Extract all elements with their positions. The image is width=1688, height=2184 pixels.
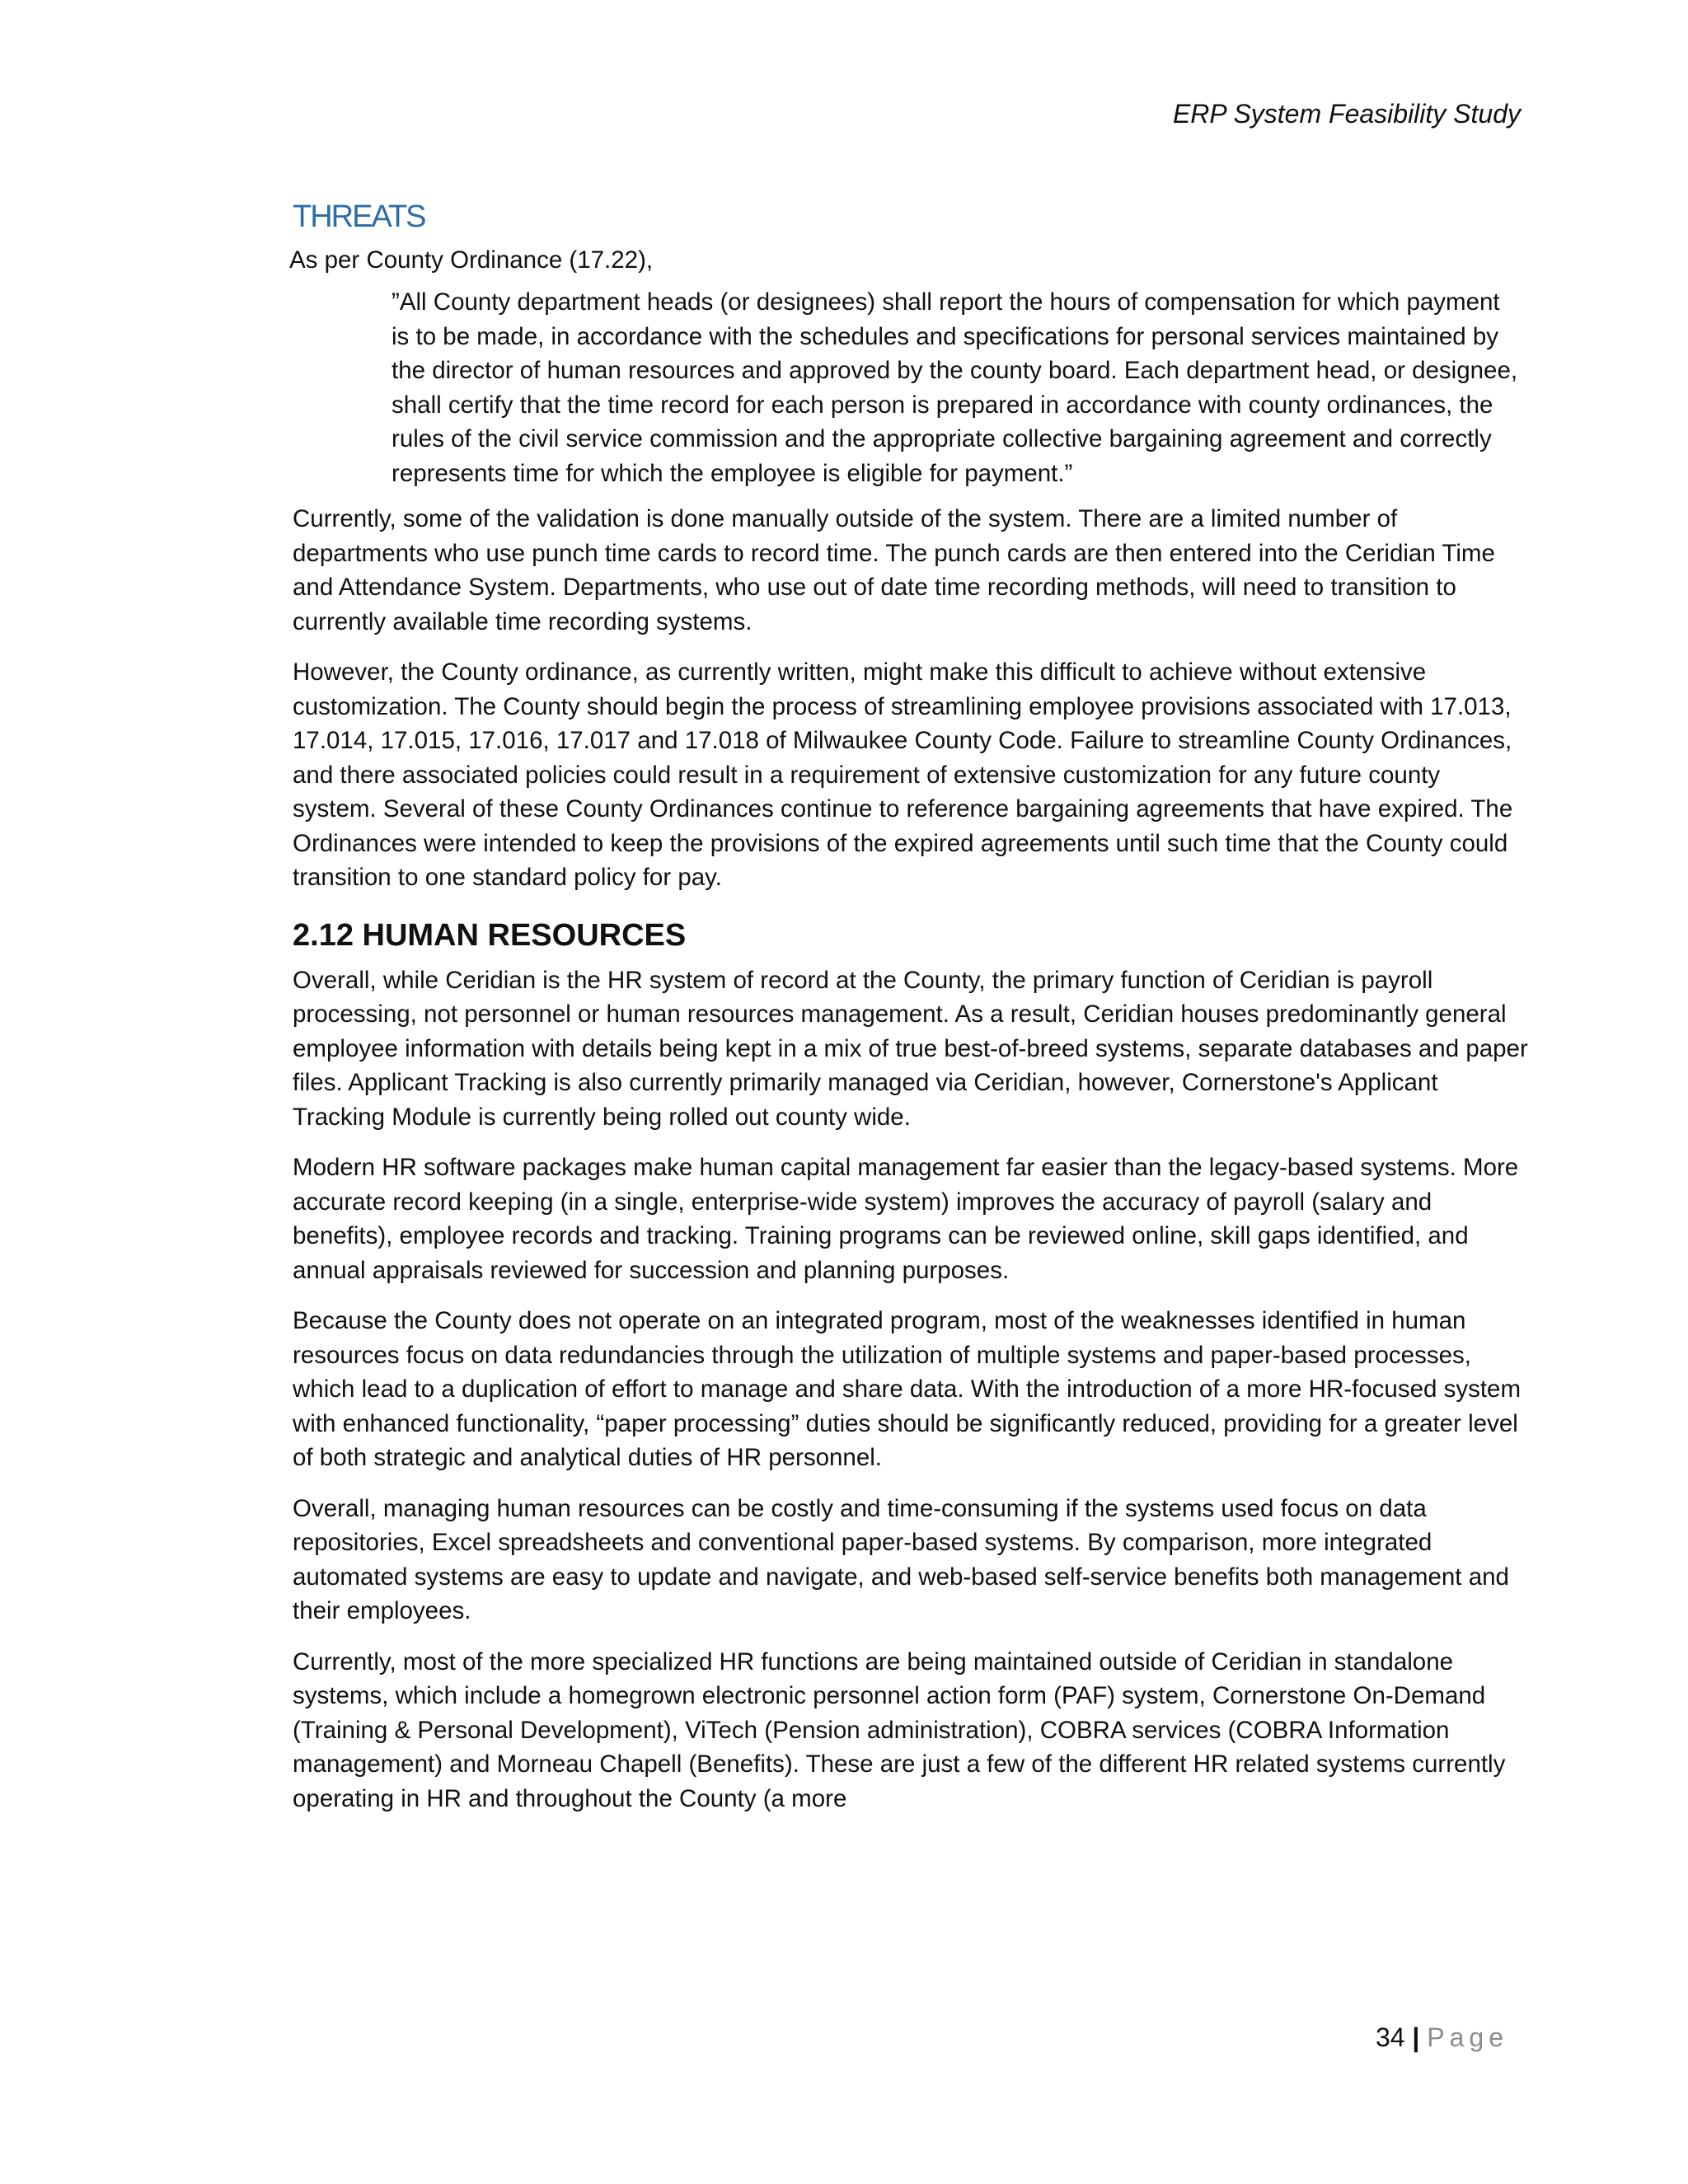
hr-paragraph-5: Currently, most of the more specialized HR functions are being maintained outside of Ceridian in standalone systems, which include a homegrown electronic personnel action form (PAF) system, Cornerstone On-Demand (Training & Personal Development), ViTech (Pension administration), COBRA services (COBRA Information management) and Morneau Chapell (Benefits). These are just a few of the different HR related systems currently operating in HR and throughout the County (a more bbox=[293, 1647, 1506, 1812]
page-number: 34 bbox=[1375, 2022, 1405, 2052]
human-resources-heading: 2.12 HUMAN RESOURCES bbox=[293, 917, 687, 953]
ordinance-quote: ”All County department heads (or designees) shall report the hours of compensation for which payment is to be made, in accordance with the schedules and specifications for personal services maintained by the director of human resources and approved by the county board. Each department head, or designee, shall certify that the time record for each person is prepared in accordance with county ordinances, the rules of the civil service commission and the appropriate collective bargaining agreement and correctly represents time for which the employee is eligible for payment.” bbox=[392, 288, 1518, 487]
hr-paragraph-1: Overall, while Ceridian is the HR system of record at the County, the primary function of Ceridian is payroll processing, not personnel or human resources management. As a result, Ceridian houses predominantly general employee information with details being kept in a mix of true best-of-breed systems, separate databases and paper files. Applicant Tracking is also currently primarily managed via Ceridian, however, Cornerstone's Applicant Tracking Module is currently being rolled out county wide. bbox=[293, 966, 1528, 1131]
document-header-title: ERP System Feasibility Study bbox=[1172, 99, 1521, 129]
hr-paragraph-3: Because the County does not operate on an integrated program, most of the weaknesses identified in human resources focus on data redundancies through the utilization of multiple systems and paper-based processes, which lead to a duplication of effort to manage and share data. With the introduction of a more HR-focused system with enhanced functionality, “paper processing” duties should be significantly reduced, providing for a greater level of both strategic and analytical duties of HR personnel. bbox=[293, 1307, 1522, 1471]
hr-paragraph-4: Overall, managing human resources can be costly and time-consuming if the systems used focus on data repositories, Excel spreadsheets and conventional paper-based systems. By comparison, more integrated automated systems are easy to update and navigate, and web-based self-service benefits both management and their employees. bbox=[293, 1494, 1509, 1624]
hr-paragraph-2: Modern HR software packages make human capital management far easier than the legacy-based systems. More accurate record keeping (in a single, enterprise-wide system) improves the accuracy of payroll (salary and benefits), employee records and tracking. Training programs can be reviewed online, skill gaps identified, and annual appraisals reviewed for succession and planning purposes. bbox=[293, 1154, 1519, 1284]
threats-intro: As per County Ordinance (17.22), bbox=[289, 246, 654, 274]
page-content bbox=[289, 199, 1529, 1832]
threats-paragraph-2: However, the County ordinance, as currently written, might make this difficult to achieve without extensive customization. The County should begin the process of streamlining employee provisions associated with 17.013, 17.014, 17.015, 17.016, 17.017 and 17.018 of Milwaukee County Code. Failure to streamline County Ordinances, and there associated policies could result in a requirement of extensive customization for any future county system. Several of these County Ordinances continue to reference bargaining agreements that have expired. The Ordinances were intended to keep the provisions of the expired agreements until such time that the County could transition to one standard policy for pay. bbox=[293, 658, 1513, 891]
page-footer bbox=[1376, 2022, 1508, 2053]
page-label: Page bbox=[1427, 2022, 1508, 2052]
footer-separator: | bbox=[1412, 2022, 1420, 2052]
threats-paragraph-1: Currently, some of the validation is done manually outside of the system. There are a limited number of departments who use punch time cards to record time. The punch cards are then entered into the Ceridian Time and Attendance System. Departments, who use out of date time recording methods, will need to transition to currently available time recording systems. bbox=[293, 505, 1495, 635]
threats-heading: THREATS bbox=[293, 199, 425, 234]
